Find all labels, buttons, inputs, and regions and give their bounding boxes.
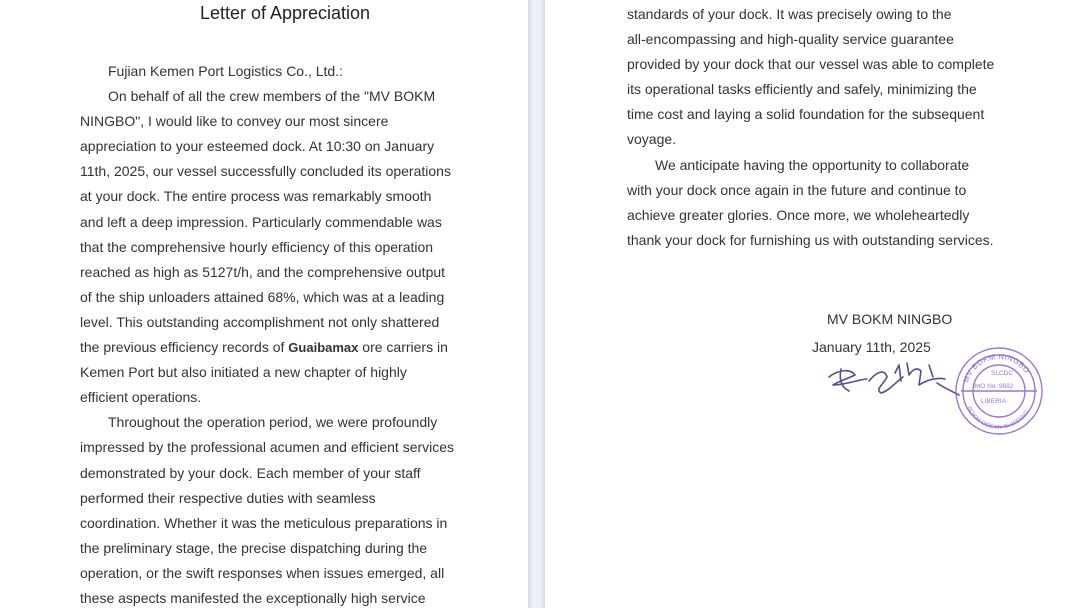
body-line: impressed by the professional acumen and efficient services [80, 439, 455, 456]
body-line: On behalf of all the crew members of the "MV BOKM [108, 88, 436, 105]
document-page-right [545, 0, 1080, 608]
body-line: NINGBO", I would like to convey our most sincere [80, 113, 389, 130]
body-line: coordination. Whether it was the meticulous preparations in [80, 514, 448, 531]
stamp-country-text: LIBERIA [981, 398, 1006, 405]
body-line: level. This outstanding accomplishment not only shattered [80, 313, 440, 330]
body-line: thank your dock for furnishing us with outstanding services. [627, 231, 994, 248]
body-line [80, 335, 456, 360]
body-line: Kemen Port but also initiated a new chapter of highly [80, 364, 407, 381]
body-line: provided by your dock that our vessel was able to complete [627, 56, 995, 73]
signature-date: January 11th, 2025 [812, 339, 931, 355]
body-line: efficient operations. [80, 389, 202, 406]
body-text: ore carriers in [362, 339, 448, 356]
stamp-imo-text: IMO No. 9692 [973, 383, 1014, 390]
body-line: of the ship unloaders attained 68%, which was at a leading [80, 288, 445, 305]
body-line: voyage. [627, 131, 677, 148]
body-line: We anticipate having the opportunity to collaborate [655, 156, 970, 173]
body-line: operation, or the swift responses when issues emerged, all [80, 564, 445, 581]
body-text: the previous efficiency records of [80, 339, 285, 356]
body-line: all-encompassing and high-quality service guarantee [627, 31, 954, 48]
body-line: and left a deep impression. Particularly commendable was [80, 213, 442, 230]
body-line: appreciation to your esteemed dock. At 10:30 on January [80, 138, 435, 155]
document-page-left [0, 0, 528, 608]
body-line: at your dock. The entire process was remarkably smooth [80, 188, 432, 205]
ship-class-bold: Guaibamax [288, 340, 359, 356]
stamp-ring-text: MV BOKM NINGBO [961, 351, 1032, 384]
body-line: demonstrated by your dock. Each member of your staff [80, 464, 421, 481]
letter-body-left [80, 59, 456, 608]
body-line: reached as high as 5127t/h, and the comprehensive output [80, 263, 446, 280]
signatory-name: MV BOKM NINGBO [827, 311, 953, 327]
body-line: these aspects manifested the exceptionally high service [80, 589, 426, 606]
body-line: 11th, 2025, our vessel successfully concluded its operations [80, 163, 451, 180]
page-edge-shadow [528, 0, 533, 608]
body-line: with your dock once again in the future and continue to [627, 181, 967, 198]
company-seal-stamp [953, 345, 1045, 437]
body-line: its operational tasks efficiently and safely, minimizing the [627, 81, 977, 98]
stamp-ring-bottom-text: BOKM OCEAN SHIPPING [965, 405, 1031, 432]
body-line: that the comprehensive hourly efficiency of this operation [80, 238, 434, 255]
letter-title: Letter of Appreciation [199, 3, 371, 23]
salutation: Fujian Kemen Port Logistics Co., Ltd.: [108, 63, 343, 79]
handwritten-signature [825, 355, 965, 405]
body-line: standards of your dock. It was precisely owing to the [627, 6, 952, 22]
body-line: time cost and laying a solid foundation for the subsequent [627, 106, 985, 123]
body-line: the preliminary stage, the precise dispatching during the [80, 539, 428, 556]
stamp-inner-text: SLCDC [991, 370, 1014, 377]
body-line: performed their respective duties with seamless [80, 489, 376, 506]
body-line: achieve greater glories. Once more, we wholeheartedly [627, 206, 970, 223]
body-line: Throughout the operation period, we were profoundly [108, 414, 438, 431]
letter-body-right [627, 2, 1007, 253]
